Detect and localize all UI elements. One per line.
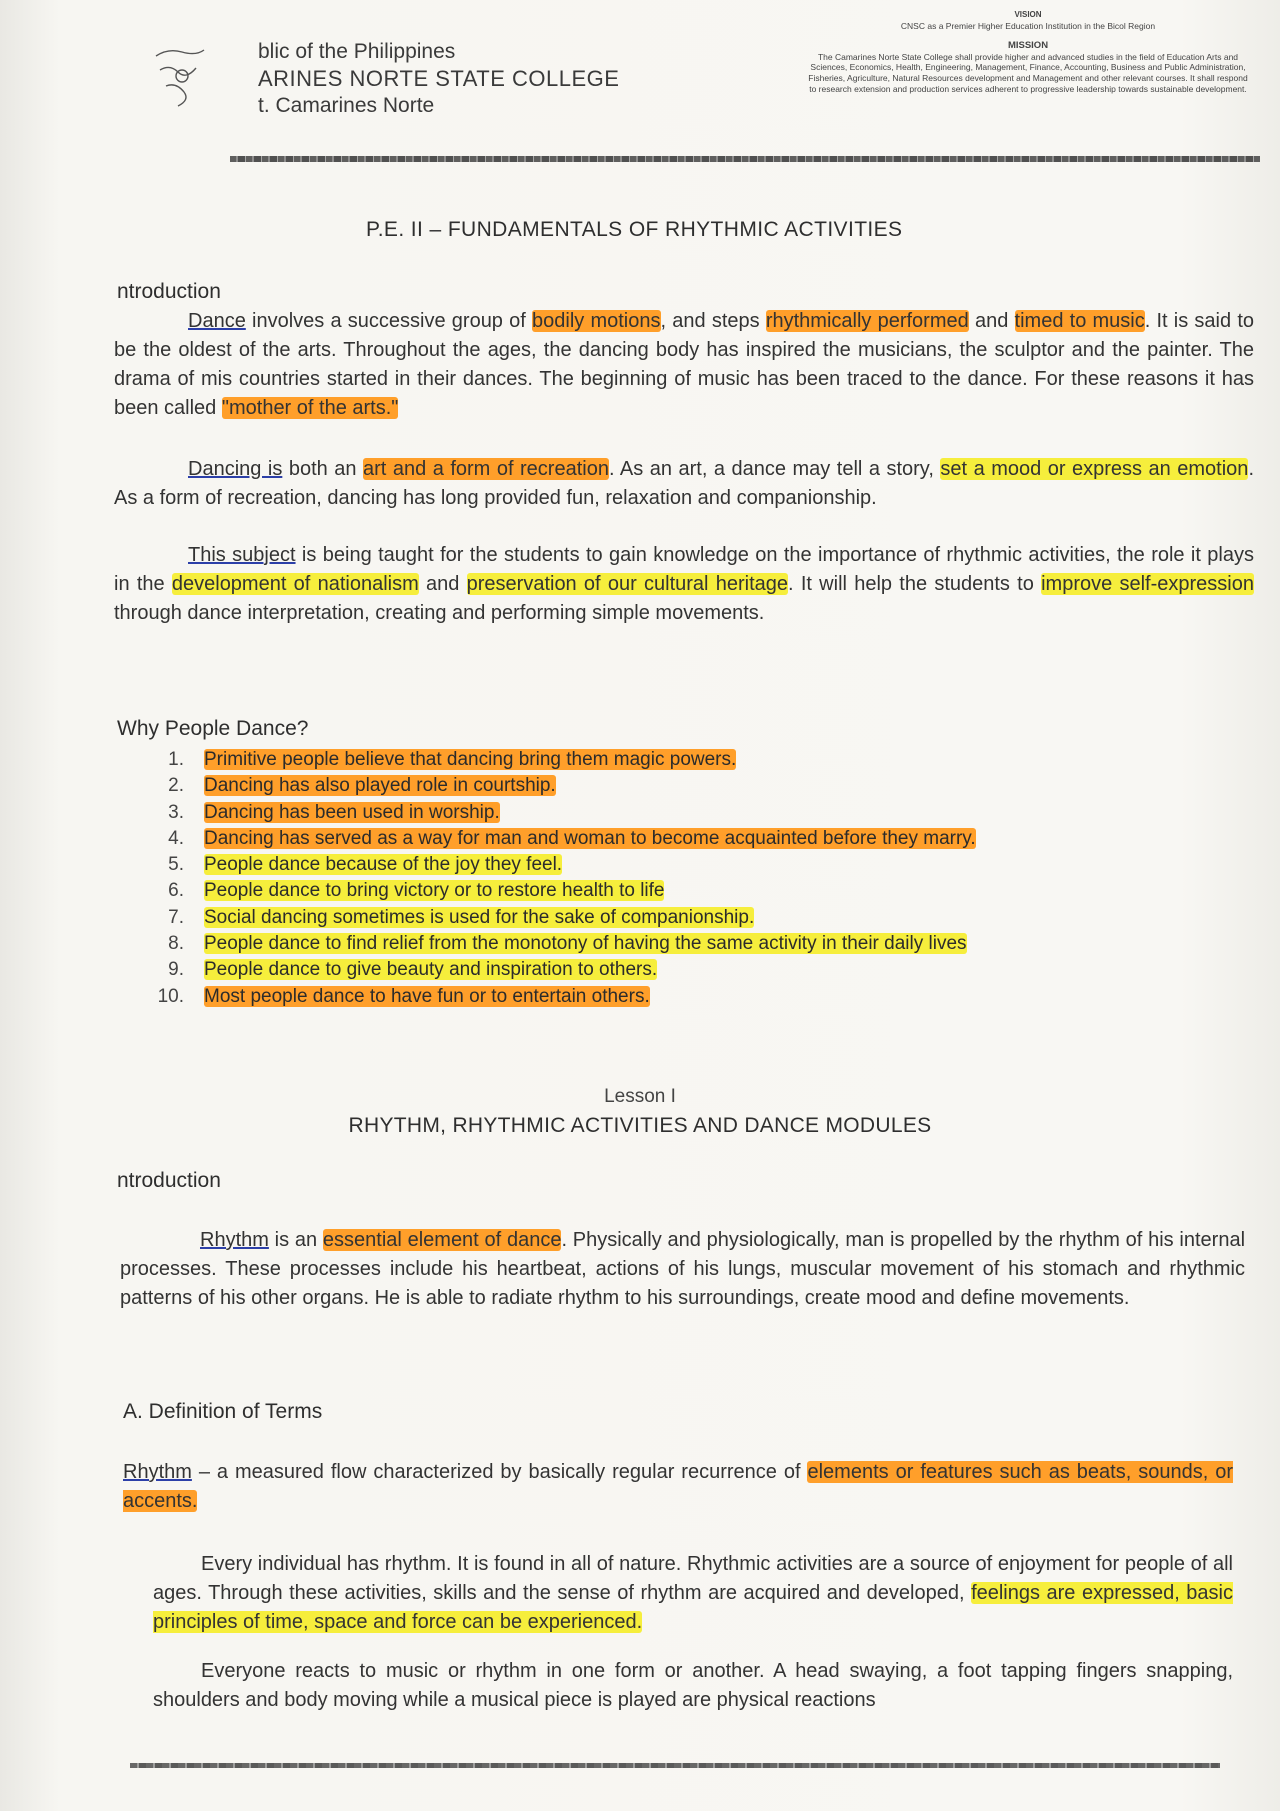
mission-text: The Camarines Norte State College shall provide higher and advanced studies in the field of Education Arts and Sciences, Economics, Health, Engineering, Management, Finance, Accounting, Business and Public Administration, Fisheries, Agriculture, Natural Resources development and Management and other relevant courses. It shall respond to research extension and production services adherent to progressive leadership towards sustainable development. <box>808 51 1248 94</box>
text: involves a successive group of <box>245 310 533 332</box>
list-item <box>150 852 1230 878</box>
text: Every individual has rhythm. It is found in all of nature. Rhythmic activities are a source of enjoyment for people of all ages. Through these activities, skills and the sense of rhythm are acquired and developed, <box>153 1553 1233 1604</box>
list-number: 9. <box>168 959 184 981</box>
vision-text: CNSC as a Premier Higher Education Institution in the Bicol Region <box>900 20 1156 31</box>
college-seal-icon <box>148 46 212 112</box>
highlight: art and a form of recreation <box>363 458 609 480</box>
text: . Physically and physiologically, man is propelled by the rhythm of his internal processes. These processes include his heartbeat, actions of his lungs, muscular movement of his stomach and rhythmic patterns of his other organs. He is able to radiate rhythm to his surroundings, create mood and define movements. <box>120 1229 1246 1309</box>
list-number: 10. <box>157 985 184 1007</box>
text: – a measured flow characterized by basically regular recurrence of <box>191 1461 808 1483</box>
list-text: Dancing has been used in worship. <box>204 801 500 823</box>
mission-title: MISSION <box>1007 40 1049 52</box>
term-rhythm: Rhythm <box>200 1229 269 1251</box>
list-text: Primitive people believe that dancing bring them magic powers. <box>204 749 737 770</box>
highlight: essential element of dance <box>322 1229 562 1251</box>
text: is being taught for the students to gain knowledge on the importance of rhythmic activities, the role it plays in the <box>114 544 1254 595</box>
list-number: 2. <box>168 775 184 797</box>
why-list <box>150 747 1230 1010</box>
list-item <box>150 773 1230 799</box>
list-text: People dance because of the joy they feel. <box>204 854 563 876</box>
list-text: Most people dance to have fun or to entertain others. <box>204 985 650 1007</box>
list-item <box>150 931 1230 957</box>
text: . It will help the students to <box>788 573 1042 595</box>
vision-mission-block <box>808 10 1248 94</box>
intro-heading: ntroduction <box>117 280 221 303</box>
list-text: Dancing has served as a way for man and woman to become acquainted before they marry. <box>204 827 976 849</box>
list-item <box>150 826 1230 852</box>
text: through dance interpretation, creating and performing simple movements. <box>114 602 765 624</box>
highlight: set a mood or express an emotion <box>940 458 1249 480</box>
list-text: People dance to give beauty and inspiration to others. <box>204 959 658 981</box>
text: . It is said to be the oldest of the arts. Throughout the ages, the dancing body has inspired the musicians, the sculptor and the painter. The drama of mis countries started in their dances. The beginning of music has been traced to the dance. For these reasons it has been called <box>114 310 1254 419</box>
lesson-paragraph-3: Everyone reacts to music or rhythm in one form or another. A head swaying, a foot tapping fingers snapping, shoulders and body moving while a musical piece is played are physical reactions <box>153 1660 1233 1711</box>
text: and <box>418 573 467 595</box>
list-number: 5. <box>168 854 184 876</box>
term-dance: Dance <box>188 310 246 332</box>
list-item <box>150 747 1230 773</box>
list-item <box>150 878 1230 904</box>
why-heading: Why People Dance? <box>117 717 309 740</box>
list-item <box>150 984 1230 1010</box>
text: and <box>968 310 1015 332</box>
highlight: preservation of our cultural heritage <box>466 573 789 595</box>
highlight: rhythmically performed <box>765 310 969 332</box>
definition-heading: A. Definition of Terms <box>123 1400 323 1423</box>
footer-divider <box>130 1763 1220 1768</box>
lesson-title: RHYTHM, RHYTHMIC ACTIVITIES AND DANCE MODULES <box>348 1114 932 1137</box>
list-number: 6. <box>168 880 184 902</box>
list-item <box>150 905 1230 931</box>
list-number: 3. <box>168 801 184 823</box>
highlight: development of nationalism <box>171 573 419 595</box>
term-rhythm-definition: Rhythm <box>123 1461 192 1483</box>
list-number: 8. <box>168 933 184 955</box>
institution-header <box>258 38 619 119</box>
list-item <box>150 957 1230 983</box>
text: . As an art, a dance may tell a story, <box>608 458 941 480</box>
term-this-subject: This subject <box>188 544 296 566</box>
list-text: Dancing has also played role in courtship. <box>204 775 556 797</box>
list-text: People dance to bring victory or to restore health to life <box>204 880 665 902</box>
list-text: Social dancing sometimes is used for the sake of companionship. <box>204 906 755 928</box>
highlight: feelings are expressed, basic principles of time, space and force can be experienced. <box>153 1582 1233 1633</box>
text: both an <box>282 458 363 480</box>
highlight: improve self-expression <box>1041 573 1254 595</box>
list-item <box>150 800 1230 826</box>
list-number: 7. <box>168 906 184 928</box>
header-divider <box>230 156 1260 162</box>
term-dancing: Dancing is <box>188 458 283 480</box>
highlight: elements or features such as beats, sounds, or accents. <box>123 1461 1233 1512</box>
intro-paragraph-2 <box>114 455 1254 513</box>
list-text: People dance to find relief from the monotony of having the same activity in their daily lives <box>204 933 967 955</box>
text: , and steps <box>660 310 766 332</box>
lesson-paragraph-1 <box>120 1226 1245 1313</box>
highlight: "mother of the arts." <box>221 397 399 419</box>
text: . As a form of recreation, dancing has long provided fun, relaxation and companionship. <box>114 458 1254 509</box>
vision-title: VISION <box>1014 10 1042 19</box>
college-name: ARINES NORTE STATE COLLEGE <box>258 66 620 91</box>
definition-rhythm <box>123 1458 1233 1516</box>
intro-paragraph-1 <box>114 307 1254 423</box>
list-number: 1. <box>168 749 184 770</box>
lesson-paragraph-2 <box>153 1550 1233 1637</box>
text: is an <box>268 1229 323 1251</box>
lesson-number: Lesson I <box>604 1086 676 1107</box>
page-title: P.E. II – FUNDAMENTALS OF RHYTHMIC ACTIVITIES <box>366 218 903 241</box>
college-location: t. Camarines Norte <box>258 94 435 117</box>
highlight: timed to music <box>1014 310 1145 332</box>
lesson-intro-heading: ntroduction <box>117 1169 221 1192</box>
highlight: bodily motions <box>532 310 661 332</box>
republic-line: blic of the Philippines <box>258 40 456 63</box>
list-number: 4. <box>168 827 184 849</box>
intro-paragraph-3 <box>114 541 1254 628</box>
